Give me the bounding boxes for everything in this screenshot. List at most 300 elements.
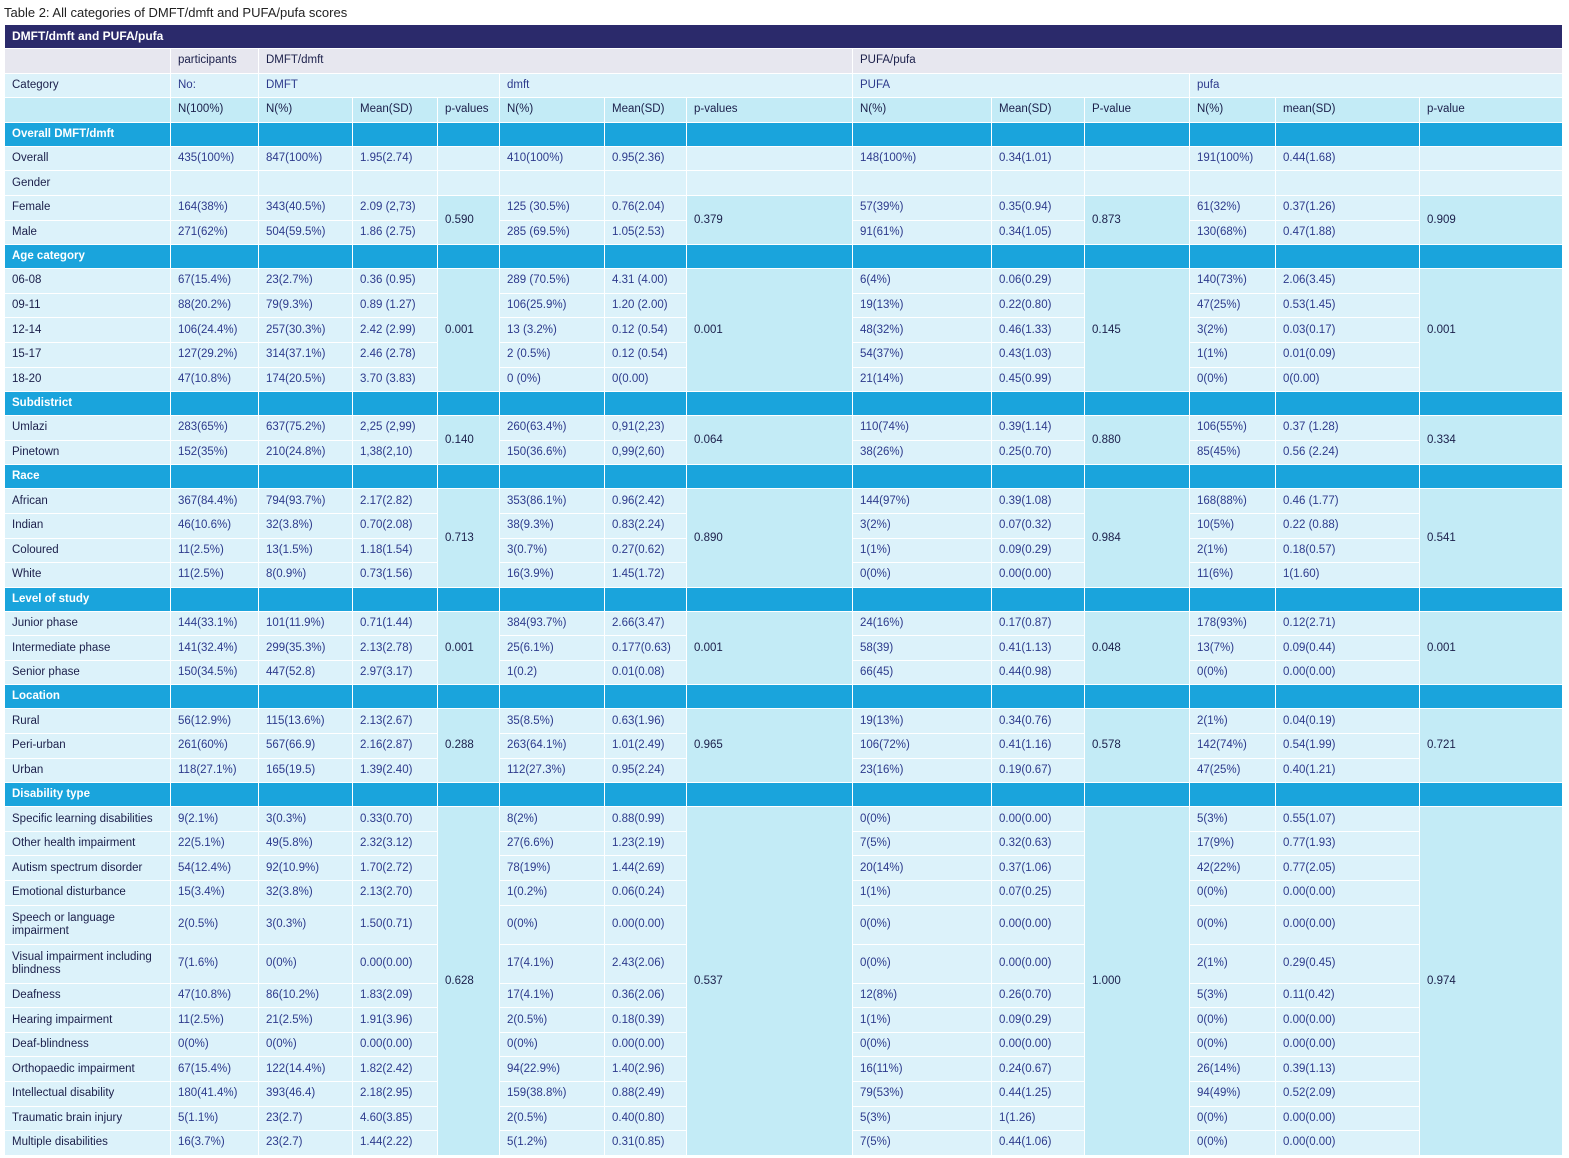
dmft-n-cell: 49(5.8%) — [259, 831, 353, 856]
dmft-lower-mean-cell: 1.05(2.53) — [605, 220, 687, 245]
row-label: White — [5, 563, 171, 588]
section-blank-cell — [171, 685, 259, 709]
dmft-n-cell: 32(3.8%) — [259, 513, 353, 538]
participants-cell: 47(10.8%) — [171, 983, 259, 1008]
dmft-n-cell: 504(59.5%) — [259, 220, 353, 245]
dmft-lower-mean-cell: 0.40(0.80) — [605, 1106, 687, 1131]
pufa-lower-n-cell: 11(6%) — [1190, 563, 1276, 588]
section-blank-cell — [1420, 122, 1563, 146]
dmft-lower-mean-cell: 0,91(2,23) — [605, 416, 687, 441]
section-blank-cell — [1190, 245, 1276, 269]
table-row — [5, 709, 1563, 734]
participants-cell: 9(2.1%) — [171, 807, 259, 832]
pufa-mean-cell: 0.09(0.29) — [992, 538, 1085, 563]
pufa-mean-cell: 0.07(0.25) — [992, 881, 1085, 906]
pufa-lower-mean-cell: 0.00(0.00) — [1276, 881, 1420, 906]
section-blank-cell — [171, 245, 259, 269]
dmft-mean-cell: 0.33(0.70) — [353, 807, 438, 832]
pufa-mean-cell: 0.44(1.25) — [992, 1082, 1085, 1107]
dmft-lower-mean-cell: 0.95(2.24) — [605, 758, 687, 783]
header-cell: N(%) — [259, 98, 353, 123]
dmft-lower-n-cell: 1(0.2%) — [500, 881, 605, 906]
pufa-n-cell: 21(14%) — [853, 367, 992, 392]
pufa-lower-n-cell: 3(2%) — [1190, 318, 1276, 343]
section-blank-cell — [1420, 685, 1563, 709]
pufa-lower-mean-cell: 0.00(0.00) — [1276, 660, 1420, 685]
table-title-row — [5, 25, 1563, 49]
dmft-mean-cell: 2.16(2.87) — [353, 734, 438, 759]
section-blank-cell — [1190, 587, 1276, 611]
pufa-lower-n-cell: 168(88%) — [1190, 489, 1276, 514]
participants-cell: 2(0.5%) — [171, 905, 259, 944]
participants-cell: 127(29.2%) — [171, 342, 259, 367]
section-blank-cell — [438, 587, 500, 611]
header-cell: Mean(SD) — [605, 98, 687, 123]
section-blank-cell — [1085, 245, 1190, 269]
row-label: Emotional disturbance — [5, 881, 171, 906]
section-blank-cell — [992, 245, 1085, 269]
table-row — [5, 146, 1563, 171]
dmft-mean-cell: 1.82(2.42) — [353, 1057, 438, 1082]
participants-cell: 22(5.1%) — [171, 831, 259, 856]
section-header-row — [5, 122, 1563, 146]
dmft-n-cell: 847(100%) — [259, 146, 353, 171]
pufa-mean-cell: 0.00(0.00) — [992, 944, 1085, 983]
dmft-lower-mean-cell: 0.00(0.00) — [605, 1032, 687, 1057]
pufa-n-cell: 58(39) — [853, 636, 992, 661]
dmft-lower-n-cell: 0 (0%) — [500, 367, 605, 392]
pufa-lower-n-cell: 0(0%) — [1190, 881, 1276, 906]
section-blank-cell — [853, 685, 992, 709]
p-value-cell: 0.140 — [438, 416, 500, 465]
dmft-lower-mean-cell: 0,99(2,60) — [605, 440, 687, 465]
dmft-n-cell: 13(1.5%) — [259, 538, 353, 563]
section-header-row — [5, 783, 1563, 807]
dmft-n-cell: 23(2.7) — [259, 1106, 353, 1131]
pufa-n-cell: 66(45) — [853, 660, 992, 685]
dmft-lower-n-cell: 2(0.5%) — [500, 1008, 605, 1033]
pufa-lower-n-cell: 191(100%) — [1190, 146, 1276, 171]
pufa-n-cell: 12(8%) — [853, 983, 992, 1008]
blank-cell — [1085, 171, 1190, 196]
dmft-lower-mean-cell: 1.44(2.69) — [605, 856, 687, 881]
dmft-lower-mean-cell: 2.66(3.47) — [605, 611, 687, 636]
pufa-mean-cell: 0.43(1.03) — [992, 342, 1085, 367]
row-label: Gender — [5, 171, 171, 196]
dmft-lower-n-cell: 0(0%) — [500, 1032, 605, 1057]
section-blank-cell — [1420, 587, 1563, 611]
row-label: 12-14 — [5, 318, 171, 343]
row-label: Urban — [5, 758, 171, 783]
header-cell: participants — [171, 49, 259, 74]
pufa-lower-n-cell: 140(73%) — [1190, 269, 1276, 294]
blank-cell — [605, 171, 687, 196]
section-blank-cell — [259, 587, 353, 611]
pufa-n-cell: 7(5%) — [853, 831, 992, 856]
pufa-mean-cell: 0.39(1.08) — [992, 489, 1085, 514]
row-label: Indian — [5, 513, 171, 538]
pufa-mean-cell: 0.35(0.94) — [992, 195, 1085, 220]
section-blank-cell — [605, 587, 687, 611]
row-label: Other health impairment — [5, 831, 171, 856]
row-label: Female — [5, 195, 171, 220]
pufa-lower-mean-cell: 0.00(0.00) — [1276, 1032, 1420, 1057]
pufa-lower-n-cell: 5(3%) — [1190, 807, 1276, 832]
section-blank-cell — [687, 245, 853, 269]
pufa-lower-n-cell: 2(1%) — [1190, 944, 1276, 983]
p-value-cell: 0.001 — [438, 611, 500, 685]
section-blank-cell — [500, 465, 605, 489]
participants-cell: 11(2.5%) — [171, 1008, 259, 1033]
dmft-lower-n-cell: 1(0.2) — [500, 660, 605, 685]
header-cell: DMFT/dmft — [259, 49, 853, 74]
dmft-n-cell: 567(66.9) — [259, 734, 353, 759]
pufa-lower-n-cell: 0(0%) — [1190, 367, 1276, 392]
header-cell — [5, 49, 171, 74]
dmft-n-cell: 794(93.7%) — [259, 489, 353, 514]
pufa-lower-n-cell: 47(25%) — [1190, 758, 1276, 783]
row-label: Autism spectrum disorder — [5, 856, 171, 881]
section-blank-cell — [687, 122, 853, 146]
pufa-n-cell: 54(37%) — [853, 342, 992, 367]
row-label: Pinetown — [5, 440, 171, 465]
participants-cell: 11(2.5%) — [171, 538, 259, 563]
pufa-mean-cell: 0.41(1.13) — [992, 636, 1085, 661]
section-blank-cell — [259, 465, 353, 489]
pufa-n-cell: 144(97%) — [853, 489, 992, 514]
pufa-n-cell: 23(16%) — [853, 758, 992, 783]
dmft-n-cell: 21(2.5%) — [259, 1008, 353, 1033]
dmft-lower-n-cell: 2(0.5%) — [500, 1106, 605, 1131]
dmft-n-cell: 299(35.3%) — [259, 636, 353, 661]
section-header-row — [5, 465, 1563, 489]
pufa-lower-n-cell: 142(74%) — [1190, 734, 1276, 759]
dmft-lower-n-cell: 17(4.1%) — [500, 944, 605, 983]
pufa-mean-cell: 0.46(1.33) — [992, 318, 1085, 343]
dmft-mean-cell: 0.73(1.56) — [353, 563, 438, 588]
dmft-n-cell: 115(13.6%) — [259, 709, 353, 734]
p-value-cell: 0.537 — [687, 807, 853, 1156]
participants-cell: 5(1.1%) — [171, 1106, 259, 1131]
pufa-n-cell: 148(100%) — [853, 146, 992, 171]
table-row — [5, 171, 1563, 196]
header-cell: P-value — [1085, 98, 1190, 123]
row-label: Rural — [5, 709, 171, 734]
table-row — [5, 489, 1563, 514]
row-label: Male — [5, 220, 171, 245]
dmft-lower-mean-cell: 0.00(0.00) — [605, 905, 687, 944]
dmft-n-cell: 165(19.5) — [259, 758, 353, 783]
row-label: Traumatic brain injury — [5, 1106, 171, 1131]
p-value-cell: 0.873 — [1085, 195, 1190, 244]
section-blank-cell — [259, 685, 353, 709]
participants-cell: 54(12.4%) — [171, 856, 259, 881]
header-cell: N(%) — [500, 98, 605, 123]
pufa-lower-n-cell: 0(0%) — [1190, 1032, 1276, 1057]
section-title: Age category — [5, 245, 171, 269]
p-value-cell: 0.001 — [687, 269, 853, 392]
dmft-n-cell: 314(37.1%) — [259, 342, 353, 367]
section-blank-cell — [992, 587, 1085, 611]
header-cell: N(%) — [853, 98, 992, 123]
row-label: Peri-urban — [5, 734, 171, 759]
section-title: Race — [5, 465, 171, 489]
blank-cell — [992, 171, 1085, 196]
dmft-lower-n-cell: 150(36.6%) — [500, 440, 605, 465]
pufa-n-cell: 20(14%) — [853, 856, 992, 881]
pufa-n-cell: 19(13%) — [853, 709, 992, 734]
dmft-lower-mean-cell: 0.76(2.04) — [605, 195, 687, 220]
dmft-mean-cell: 0.36 (0.95) — [353, 269, 438, 294]
pufa-n-cell: 1(1%) — [853, 1008, 992, 1033]
pufa-mean-cell: 0.06(0.29) — [992, 269, 1085, 294]
participants-cell: 47(10.8%) — [171, 367, 259, 392]
blank-cell — [1420, 171, 1563, 196]
pufa-mean-cell: 0.07(0.32) — [992, 513, 1085, 538]
p-value-cell: 0.001 — [1420, 269, 1563, 392]
dmft-lower-mean-cell: 0.12 (0.54) — [605, 318, 687, 343]
dmft-n-cell: 3(0.3%) — [259, 807, 353, 832]
pufa-lower-n-cell: 10(5%) — [1190, 513, 1276, 538]
header-cell: No: — [171, 73, 259, 98]
pufa-n-cell: 24(16%) — [853, 611, 992, 636]
pufa-n-cell: 1(1%) — [853, 538, 992, 563]
row-label: 15-17 — [5, 342, 171, 367]
participants-cell: 56(12.9%) — [171, 709, 259, 734]
dmft-lower-mean-cell: 4.31 (4.00) — [605, 269, 687, 294]
pufa-mean-cell: 0.25(0.70) — [992, 440, 1085, 465]
dmft-pufa-table — [4, 24, 1563, 1156]
section-blank-cell — [438, 465, 500, 489]
section-blank-cell — [992, 122, 1085, 146]
participants-cell: 271(62%) — [171, 220, 259, 245]
dmft-mean-cell: 1.91(3.96) — [353, 1008, 438, 1033]
header-cell: N(%) — [1190, 98, 1276, 123]
section-blank-cell — [605, 465, 687, 489]
pufa-mean-cell: 0.44(1.06) — [992, 1131, 1085, 1156]
pufa-mean-cell: 0.22(0.80) — [992, 293, 1085, 318]
dmft-lower-mean-cell: 0.27(0.62) — [605, 538, 687, 563]
section-title: Overall DMFT/dmft — [5, 122, 171, 146]
header-cell: dmft — [500, 73, 853, 98]
row-label: Speech or language impairment — [5, 905, 171, 944]
pufa-n-cell: 3(2%) — [853, 513, 992, 538]
section-blank-cell — [259, 245, 353, 269]
dmft-lower-mean-cell: 0.96(2.42) — [605, 489, 687, 514]
pufa-lower-mean-cell: 0.46 (1.77) — [1276, 489, 1420, 514]
dmft-mean-cell: 2,25 (2,99) — [353, 416, 438, 441]
section-title: Level of study — [5, 587, 171, 611]
dmft-mean-cell: 1.70(2.72) — [353, 856, 438, 881]
dmft-n-cell: 0(0%) — [259, 944, 353, 983]
dmft-lower-mean-cell: 0.63(1.96) — [605, 709, 687, 734]
participants-cell: 367(84.4%) — [171, 489, 259, 514]
section-header-row — [5, 587, 1563, 611]
p-value-cell: 0.984 — [1085, 489, 1190, 587]
pufa-mean-cell: 0.34(1.01) — [992, 146, 1085, 171]
pufa-lower-mean-cell: 0.01(0.09) — [1276, 342, 1420, 367]
section-blank-cell — [500, 685, 605, 709]
row-label: Intermediate phase — [5, 636, 171, 661]
dmft-lower-n-cell: 25(6.1%) — [500, 636, 605, 661]
pufa-lower-mean-cell: 0.00(0.00) — [1276, 1008, 1420, 1033]
row-label: 09-11 — [5, 293, 171, 318]
section-blank-cell — [1276, 783, 1420, 807]
section-blank-cell — [353, 392, 438, 416]
section-header-row — [5, 245, 1563, 269]
dmft-lower-n-cell: 3(0.7%) — [500, 538, 605, 563]
header-cell: p-values — [438, 98, 500, 123]
pufa-lower-mean-cell: 0.56 (2.24) — [1276, 440, 1420, 465]
p-value-cell — [1420, 146, 1563, 171]
dmft-n-cell: 32(3.8%) — [259, 881, 353, 906]
section-title: Subdistrict — [5, 392, 171, 416]
pufa-n-cell: 0(0%) — [853, 807, 992, 832]
pufa-mean-cell: 0.19(0.67) — [992, 758, 1085, 783]
dmft-mean-cell: 1,38(2,10) — [353, 440, 438, 465]
dmft-mean-cell: 1.44(2.22) — [353, 1131, 438, 1156]
dmft-lower-mean-cell: 0.01(0.08) — [605, 660, 687, 685]
row-label: Hearing impairment — [5, 1008, 171, 1033]
participants-cell: 88(20.2%) — [171, 293, 259, 318]
p-value-cell: 0.628 — [438, 807, 500, 1156]
pufa-lower-n-cell: 178(93%) — [1190, 611, 1276, 636]
table-row — [5, 611, 1563, 636]
blank-cell — [1276, 171, 1420, 196]
dmft-lower-n-cell: 112(27.3%) — [500, 758, 605, 783]
section-blank-cell — [605, 392, 687, 416]
dmft-mean-cell: 0.00(0.00) — [353, 1032, 438, 1057]
dmft-lower-mean-cell: 2.43(2.06) — [605, 944, 687, 983]
section-blank-cell — [1276, 587, 1420, 611]
dmft-n-cell: 0(0%) — [259, 1032, 353, 1057]
header-cell: Mean(SD) — [353, 98, 438, 123]
dmft-lower-mean-cell: 1.23(2.19) — [605, 831, 687, 856]
dmft-lower-mean-cell: 1.40(2.96) — [605, 1057, 687, 1082]
dmft-mean-cell: 1.39(2.40) — [353, 758, 438, 783]
row-label: Visual impairment including blindness — [5, 944, 171, 983]
p-value-cell: 0.880 — [1085, 416, 1190, 465]
section-blank-cell — [438, 392, 500, 416]
participants-cell: 67(15.4%) — [171, 269, 259, 294]
pufa-lower-mean-cell: 0.37(1.26) — [1276, 195, 1420, 220]
dmft-n-cell: 92(10.9%) — [259, 856, 353, 881]
p-value-cell: 0.064 — [687, 416, 853, 465]
header-cell — [5, 98, 171, 123]
section-blank-cell — [438, 783, 500, 807]
section-blank-cell — [687, 465, 853, 489]
header-row-2 — [5, 73, 1563, 98]
row-label: Intellectual disability — [5, 1082, 171, 1107]
participants-cell: 11(2.5%) — [171, 563, 259, 588]
section-blank-cell — [1420, 245, 1563, 269]
dmft-mean-cell: 2.09 (2,73) — [353, 195, 438, 220]
pufa-n-cell: 0(0%) — [853, 905, 992, 944]
dmft-mean-cell: 2.13(2.78) — [353, 636, 438, 661]
section-blank-cell — [1085, 783, 1190, 807]
pufa-lower-n-cell: 0(0%) — [1190, 905, 1276, 944]
pufa-lower-mean-cell: 0.11(0.42) — [1276, 983, 1420, 1008]
pufa-mean-cell: 0.34(0.76) — [992, 709, 1085, 734]
p-value-cell: 0.578 — [1085, 709, 1190, 783]
pufa-lower-n-cell: 1(1%) — [1190, 342, 1276, 367]
blank-cell — [853, 171, 992, 196]
participants-cell: 141(32.4%) — [171, 636, 259, 661]
blank-cell — [259, 171, 353, 196]
pufa-n-cell: 0(0%) — [853, 563, 992, 588]
section-blank-cell — [500, 245, 605, 269]
pufa-lower-mean-cell: 0.09(0.44) — [1276, 636, 1420, 661]
section-blank-cell — [171, 783, 259, 807]
section-blank-cell — [687, 392, 853, 416]
participants-cell: 46(10.6%) — [171, 513, 259, 538]
table-row — [5, 195, 1563, 220]
section-blank-cell — [605, 685, 687, 709]
participants-cell: 180(41.4%) — [171, 1082, 259, 1107]
pufa-lower-mean-cell: 0.18(0.57) — [1276, 538, 1420, 563]
pufa-mean-cell: 0.24(0.67) — [992, 1057, 1085, 1082]
dmft-lower-n-cell: 353(86.1%) — [500, 489, 605, 514]
dmft-lower-n-cell: 78(19%) — [500, 856, 605, 881]
header-row-1 — [5, 49, 1563, 74]
p-value-cell: 0.048 — [1085, 611, 1190, 685]
row-label: Coloured — [5, 538, 171, 563]
section-blank-cell — [1276, 465, 1420, 489]
pufa-mean-cell: 0.00(0.00) — [992, 905, 1085, 944]
dmft-n-cell: 79(9.3%) — [259, 293, 353, 318]
p-value-cell — [438, 146, 500, 171]
section-blank-cell — [500, 392, 605, 416]
section-blank-cell — [1085, 392, 1190, 416]
section-blank-cell — [605, 122, 687, 146]
dmft-mean-cell: 4.60(3.85) — [353, 1106, 438, 1131]
dmft-n-cell: 101(11.9%) — [259, 611, 353, 636]
dmft-n-cell: 86(10.2%) — [259, 983, 353, 1008]
pufa-lower-mean-cell: 0.40(1.21) — [1276, 758, 1420, 783]
section-blank-cell — [853, 122, 992, 146]
participants-cell: 152(35%) — [171, 440, 259, 465]
p-value-cell — [687, 146, 853, 171]
participants-cell: 144(33.1%) — [171, 611, 259, 636]
dmft-lower-n-cell: 0(0%) — [500, 905, 605, 944]
dmft-lower-mean-cell: 0.31(0.85) — [605, 1131, 687, 1156]
p-value-cell: 0.379 — [687, 195, 853, 244]
pufa-lower-mean-cell: 0.00(0.00) — [1276, 1131, 1420, 1156]
p-value-cell: 0.590 — [438, 195, 500, 244]
pufa-lower-n-cell: 0(0%) — [1190, 1131, 1276, 1156]
section-blank-cell — [353, 783, 438, 807]
dmft-lower-mean-cell: 0.18(0.39) — [605, 1008, 687, 1033]
participants-cell: 67(15.4%) — [171, 1057, 259, 1082]
header-cell: Mean(SD) — [992, 98, 1085, 123]
pufa-lower-mean-cell: 0.47(1.88) — [1276, 220, 1420, 245]
p-value-cell: 1.000 — [1085, 807, 1190, 1156]
dmft-n-cell: 637(75.2%) — [259, 416, 353, 441]
dmft-lower-mean-cell: 0.95(2.36) — [605, 146, 687, 171]
dmft-lower-mean-cell: 0.36(2.06) — [605, 983, 687, 1008]
section-blank-cell — [353, 122, 438, 146]
participants-cell: 15(3.4%) — [171, 881, 259, 906]
p-value-cell: 0.334 — [1420, 416, 1563, 465]
section-blank-cell — [1420, 465, 1563, 489]
row-label: Specific learning disabilities — [5, 807, 171, 832]
participants-cell: 16(3.7%) — [171, 1131, 259, 1156]
dmft-mean-cell: 2.46 (2.78) — [353, 342, 438, 367]
dmft-n-cell: 447(52.8) — [259, 660, 353, 685]
participants-cell: 283(65%) — [171, 416, 259, 441]
section-blank-cell — [259, 122, 353, 146]
dmft-lower-mean-cell: 1.20 (2.00) — [605, 293, 687, 318]
